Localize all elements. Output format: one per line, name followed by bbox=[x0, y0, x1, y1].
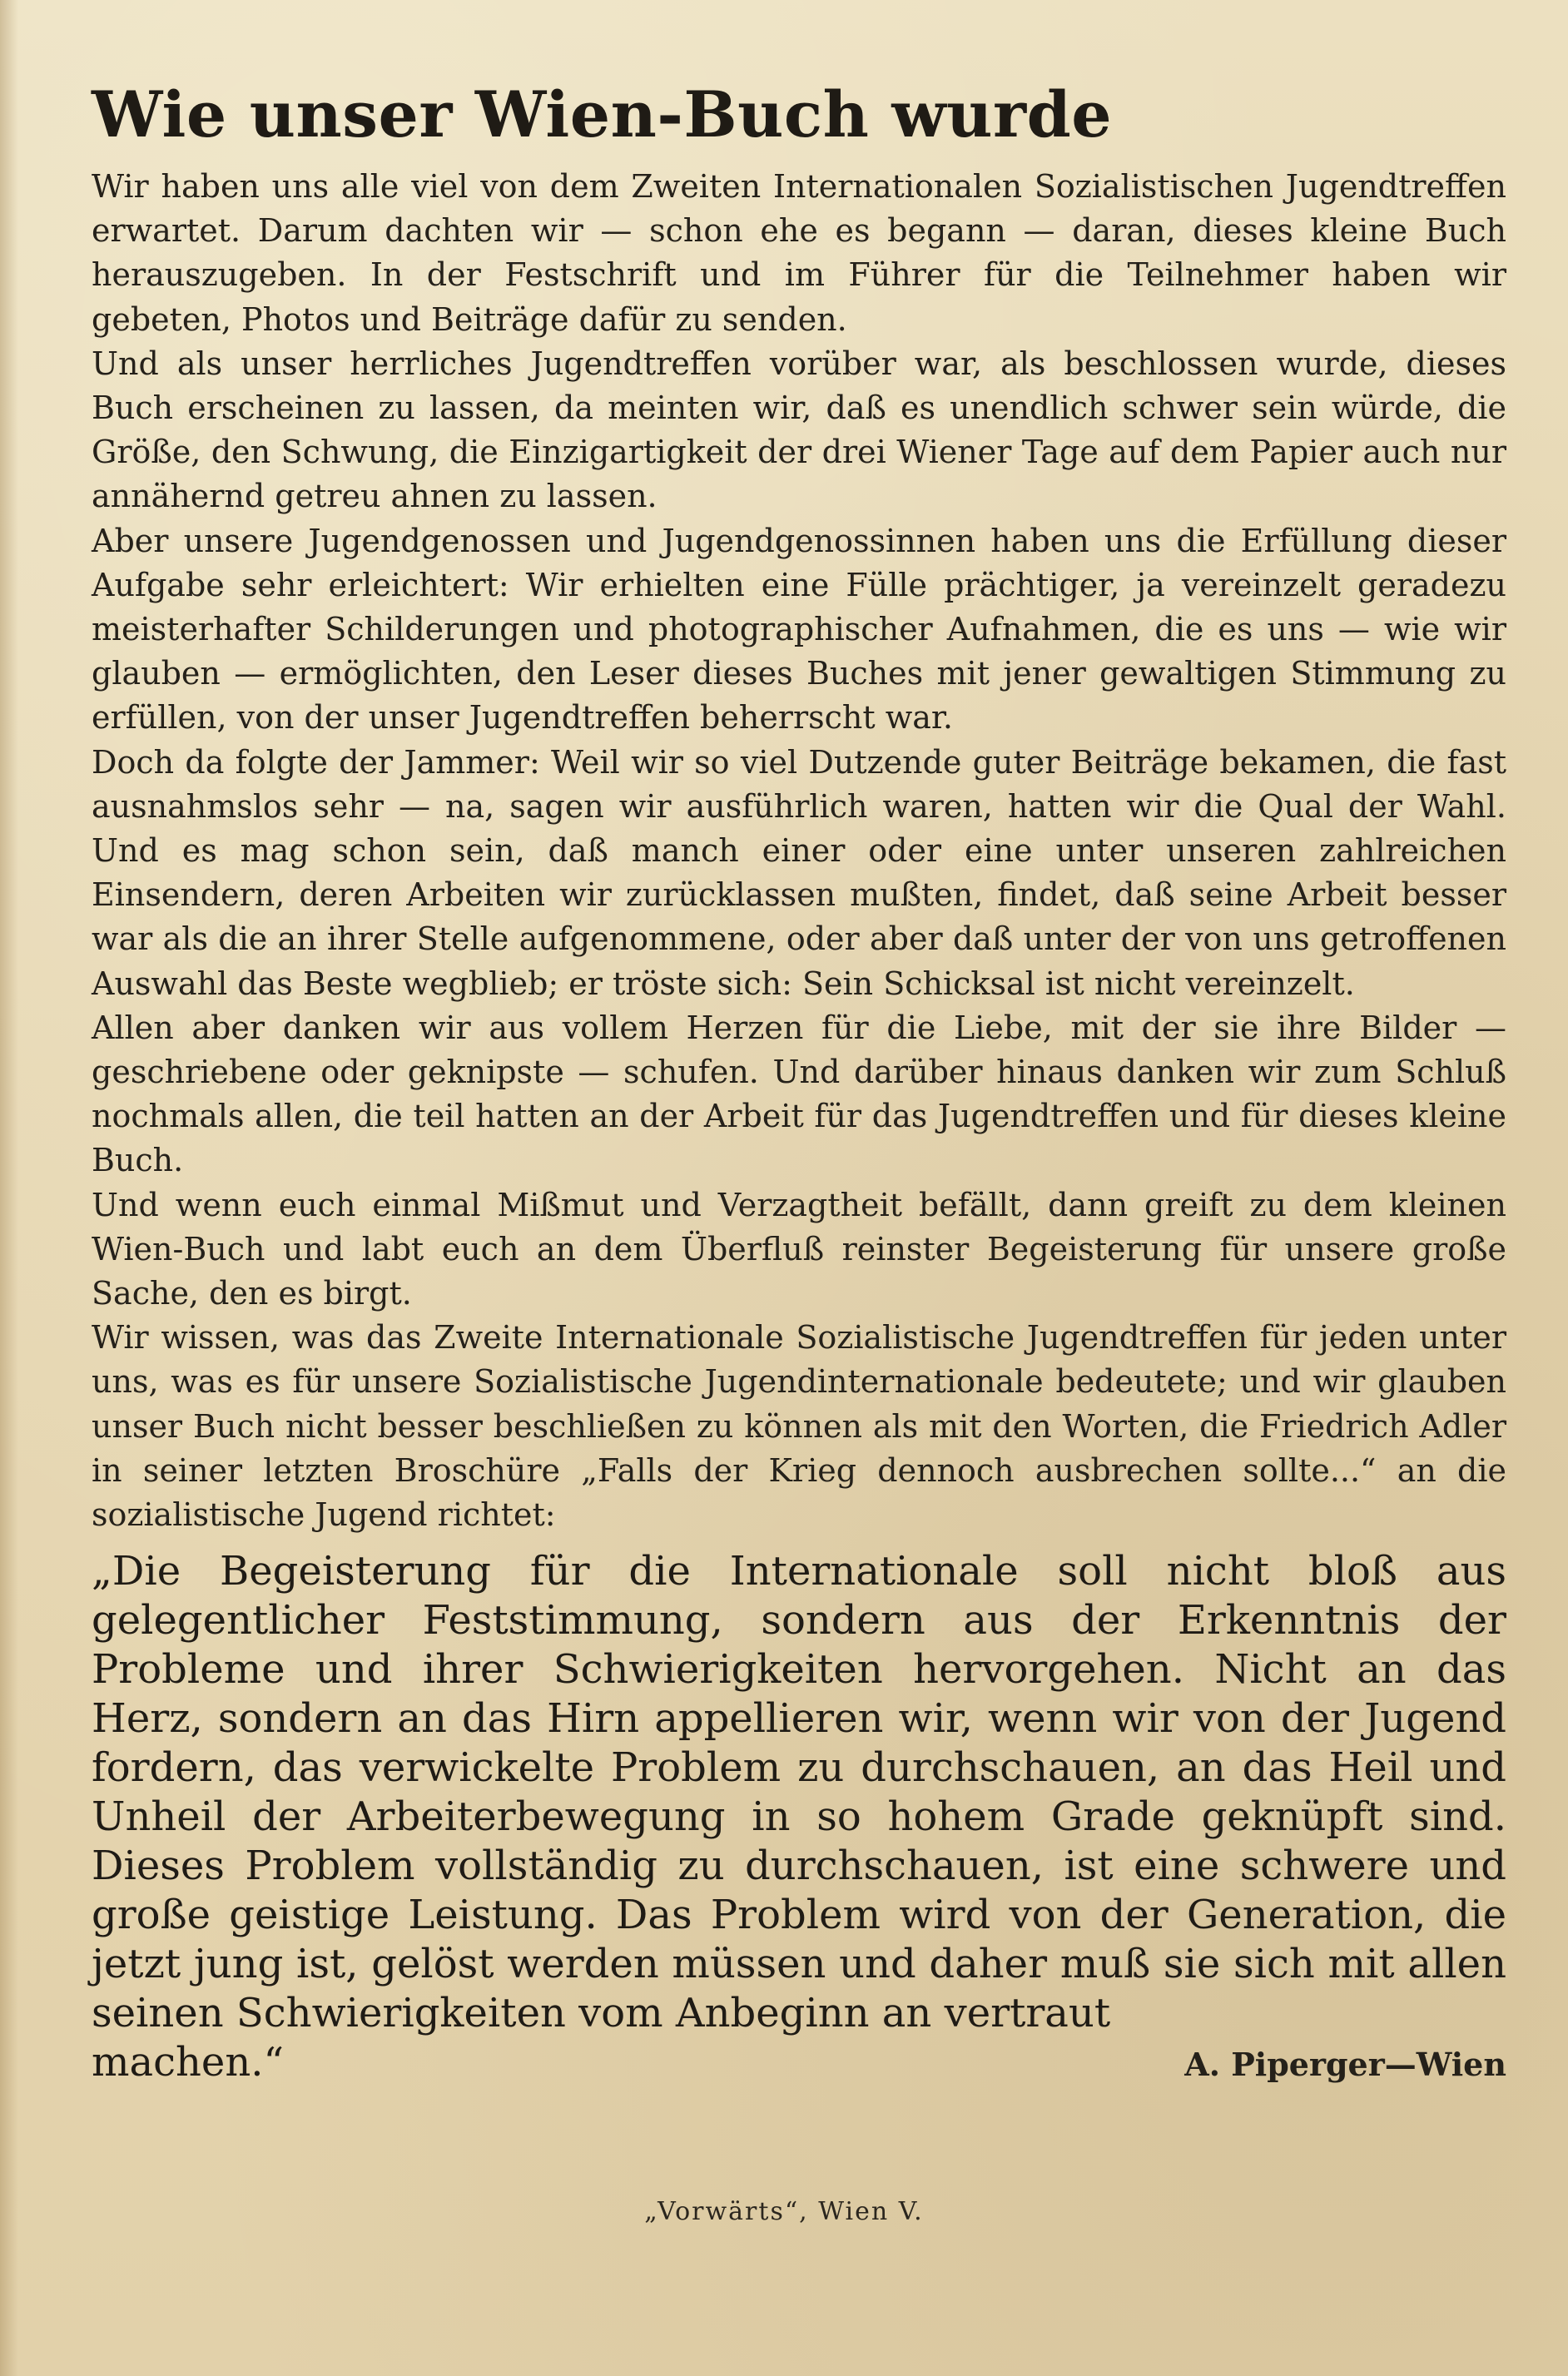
author-signature: A. Piperger—Wien bbox=[1184, 2046, 1506, 2084]
adler-quote: „Die Begeisterung für die Internationale soll nicht bloß aus gelegentlicher Feststimmung, sondern aus der Erkenntnis der Probleme und ihrer Schwierigkeiten hervorgehen. Nicht an das Herz, sondern an das Hirn appellieren wir, wenn wir von der Jugend fordern, das verwickelte Problem zu durchschauen, an das Heil und Unheil der Arbeiterbewegung in so hohem Grade geknüpft sind. Dieses Problem vollständig zu durchschauen, ist eine schwere und große geistige Leistung. Das Problem wird von der Generation, die jetzt jung ist, gelöst werden müssen und daher muß sie sich mit allen seinen Schwierigkeiten vom Anbeginn an vertraut bbox=[92, 1548, 1506, 2037]
paragraph-6: Und wenn euch einmal Mißmut und Verzagtheit befällt, dann greift zu dem kleinen Wien-Buch und labt euch an dem Überfluß reinster Begeisterung für unsere große Sache, den es birgt. bbox=[92, 1186, 1506, 1312]
quote-end: machen.“ bbox=[92, 2039, 285, 2086]
paragraph-3: Aber unsere Jugendgenossen und Jugendgenossinnen haben uns die Erfüllung dieser Aufgabe sehr erleichtert: Wir erhielten eine Fülle prächtiger, ja vereinzelt geradezu meisterhafter Schilderungen und photographischer Aufnahmen, die es uns — wie wir glauben — ermöglichten, den Leser dieses Buches mit jener gewaltigen Stimmung zu erfüllen, von der unser Jugendtreffen beherrscht war. bbox=[92, 522, 1506, 737]
article bbox=[92, 75, 1506, 2089]
paragraph-1: Wir haben uns alle viel von dem Zweiten Internationalen Sozialistischen Jugendtreffen erwartet. Darum dachten wir — schon ehe es begann — daran, dieses kleine Buch herauszugeben. In der Festschrift und im Führer für die Teilnehmer haben wir gebeten, Photos und Beiträge dafür zu senden. bbox=[92, 168, 1506, 338]
article-title: Wie unser Wien-Buch wurde bbox=[92, 77, 1113, 151]
paragraph-5: Allen aber danken wir aus vollem Herzen für die Liebe, mit der sie ihre Bilder — geschriebene oder geknipste — schufen. Und darüber hinaus danken wir zum Schluß nochmals allen, die teil hatten an der Arbeit für das Jugendtreffen und für dieses kleine Buch. bbox=[92, 1009, 1506, 1179]
paragraph-2: Und als unser herrliches Jugendtreffen vorüber war, als beschlossen wurde, dieses Buch erscheinen zu lassen, da meinten wir, daß es unendlich schwer sein würde, die Größe, den Schwung, die Einzigartigkeit der drei Wiener Tage auf dem Papier auch nur annähernd getreu ahnen zu lassen. bbox=[92, 345, 1506, 515]
printer-imprint: „Vorwärts“, Wien V. bbox=[644, 2197, 924, 2226]
paragraph-4: Doch da folgte der Jammer: Weil wir so viel Dutzende guter Beiträge bekamen, die fast ausnahmslos sehr — na, sagen wir ausführlich waren, hatten wir die Qual der Wahl. Und es mag schon sein, daß manch einer oder eine unter unseren zahlreichen Einsendern, deren Arbeiten wir zurücklassen mußten, findet, daß seine Arbeit besser war als die an ihrer Stelle aufgenommene, oder aber daß unter der von uns getroffenen Auswahl das Beste wegblieb; er tröste sich: Sein Schicksal ist nicht vereinzelt. bbox=[92, 743, 1506, 1002]
quote-closing-line bbox=[92, 2038, 1506, 2089]
page-edge-shadow bbox=[0, 0, 18, 2376]
paragraph-7: Wir wissen, was das Zweite Internationale Sozialistische Jugendtreffen für jeden unter uns, was es für unsere Sozialistische Jugendinternationale bedeutete; und wir glauben unser Buch nicht besser beschließen zu können als mit den Worten, die Friedrich Adler in seiner letzten Broschüre „Falls der Krieg dennoch ausbrechen sollte...“ an die sozialistische Jugend richtet: bbox=[92, 1319, 1506, 1534]
